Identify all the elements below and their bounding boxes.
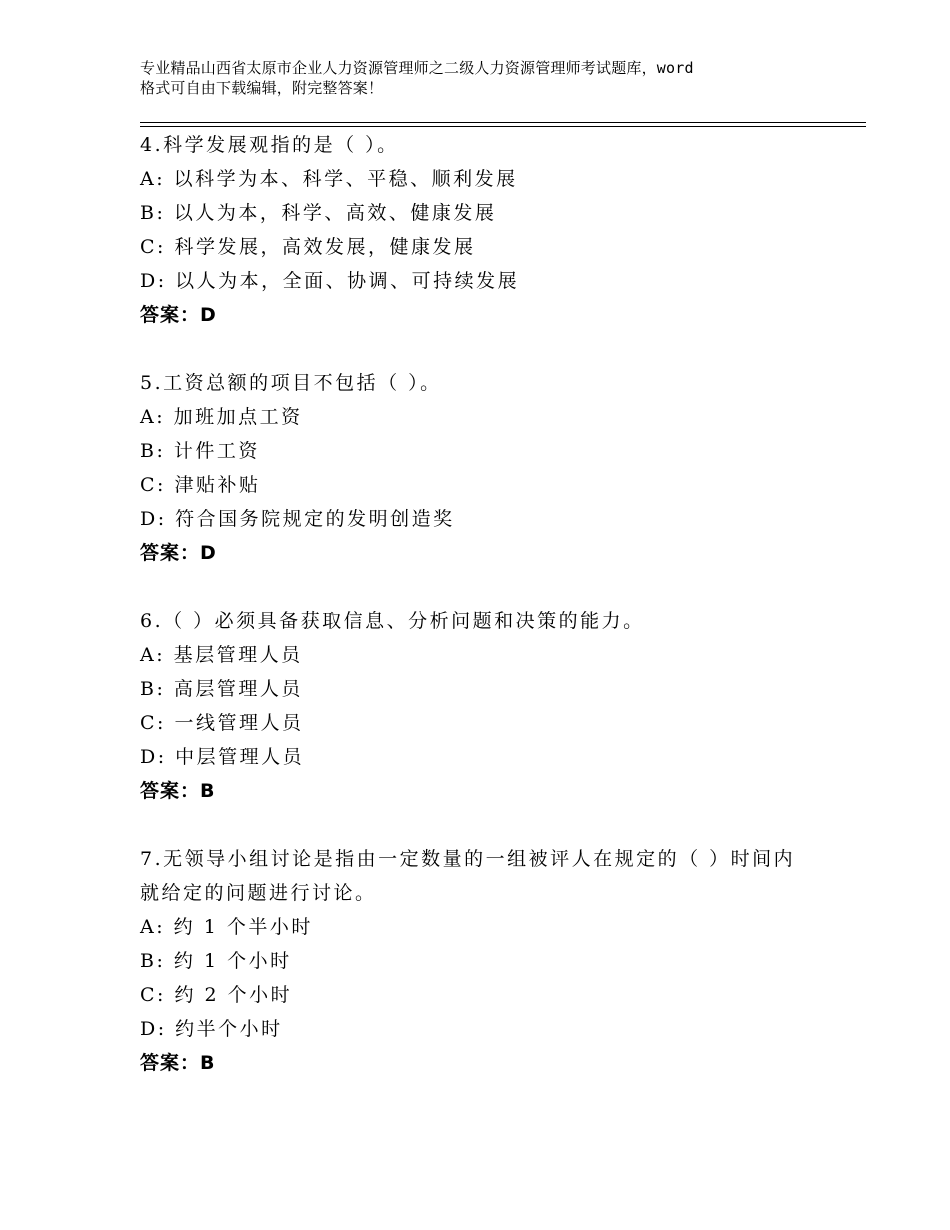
option-c: C: 约 2 个小时 bbox=[140, 984, 293, 1006]
question-stem: 7.无领导小组讨论是指由一定数量的一组被评人在规定的（ ）时间内 bbox=[140, 848, 796, 870]
option-c: C: 一线管理人员 bbox=[140, 712, 304, 734]
option-a: A: 加班加点工资 bbox=[140, 406, 303, 428]
question-7 bbox=[140, 842, 840, 1080]
question-list bbox=[140, 128, 840, 1080]
question-4 bbox=[140, 128, 840, 332]
option-a: A: 约 1 个半小时 bbox=[140, 916, 313, 938]
option-b: B: 以人为本，科学、高效、健康发展 bbox=[140, 202, 497, 224]
option-b: B: 计件工资 bbox=[140, 440, 260, 462]
answer-line: 答案：D bbox=[140, 542, 217, 564]
document-header bbox=[140, 58, 840, 98]
option-d: D: 约半个小时 bbox=[140, 1018, 283, 1040]
answer-line: 答案：B bbox=[140, 1052, 216, 1074]
question-stem: 6.（ ）必须具备获取信息、分析问题和决策的能力。 bbox=[140, 610, 645, 632]
option-c: C: 津贴补贴 bbox=[140, 474, 261, 496]
option-d: D: 符合国务院规定的发明创造奖 bbox=[140, 508, 455, 530]
header-divider bbox=[140, 122, 866, 127]
answer-line: 答案：D bbox=[140, 304, 217, 326]
question-stem: 4.科学发展观指的是（ ）。 bbox=[140, 134, 399, 156]
option-c: C: 科学发展，高效发展，健康发展 bbox=[140, 236, 476, 258]
question-stem-continued: 就给定的问题进行讨论。 bbox=[140, 882, 377, 904]
header-line-2: 格式可自由下载编辑，附完整答案！ bbox=[140, 79, 384, 97]
option-b: B: 约 1 个小时 bbox=[140, 950, 292, 972]
option-b: B: 高层管理人员 bbox=[140, 678, 303, 700]
question-stem: 5.工资总额的项目不包括（ ）。 bbox=[140, 372, 442, 394]
option-a: A: 基层管理人员 bbox=[140, 644, 303, 666]
question-5 bbox=[140, 366, 840, 570]
header-line-1: 专业精品山西省太原市企业人力资源管理师之二级人力资源管理师考试题库，word bbox=[140, 59, 694, 77]
option-d: D: 以人为本，全面、协调、可持续发展 bbox=[140, 270, 520, 292]
option-d: D: 中层管理人员 bbox=[140, 746, 305, 768]
answer-line: 答案：B bbox=[140, 780, 216, 802]
question-6 bbox=[140, 604, 840, 808]
option-a: A: 以科学为本、科学、平稳、顺利发展 bbox=[140, 168, 518, 190]
